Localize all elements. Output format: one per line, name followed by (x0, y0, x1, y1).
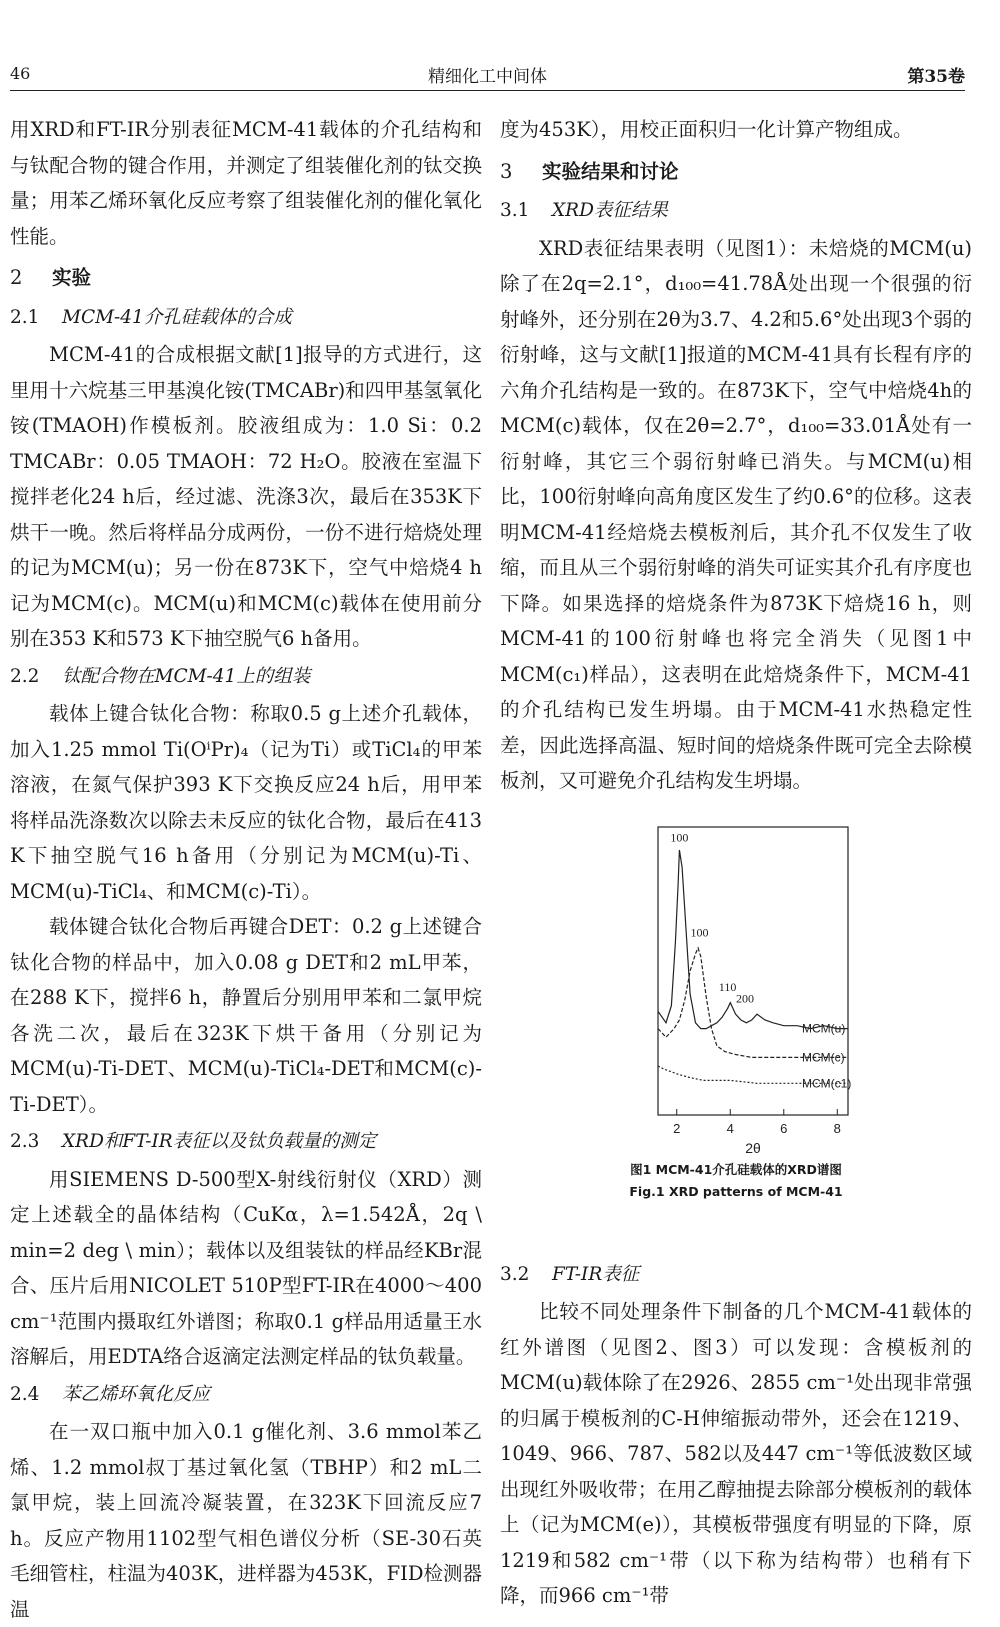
paragraph: 比较不同处理条件下制备的几个MCM-41载体的红外谱图（见图2、图3）可以发现：含模板剂的MCM(u)载体除了在2926、2855 cm⁻¹处出现非常强的归属于模板剂的C-H伸缩振动带外，还会在1219、1049、966、787、582以及447 cm⁻¹等低波数区域出现红外吸收带；在用乙醇抽提去除部分模板剂的载体上（记为MCM(e)），其模板带强度有明显的下降，原1219和582 cm⁻¹带（以下称为结构带）也稍有下降，而966 cm⁻¹带 (500, 1300, 972, 1607)
peak-annotation: 110 (718, 979, 737, 994)
section-number: 2.2 (10, 665, 40, 687)
figure-caption-cn: 图1 MCM-41介孔硅载体的XRD谱图 (630, 1161, 842, 1177)
plot-frame (658, 827, 848, 1115)
section-number: 2.3 (10, 1131, 40, 1152)
peak-annotation: 100 (690, 924, 709, 939)
right-column-bottom (500, 1257, 972, 1614)
paragraph: 用XRD和FT-IR分别表征MCM-41载体的介孔结构和与钛配合物的键合作用，并测定了组装催化剂的钛交换量；用苯乙烯环氧化反应考察了组装催化剂的催化氧化性能。 (10, 118, 482, 248)
page-number: 46 (10, 64, 31, 83)
right-column-top (500, 112, 972, 799)
section-title: MCM-41介孔硅载体的合成 (62, 306, 292, 328)
section-title: XRD表征结果 (552, 200, 668, 221)
section-heading (500, 193, 972, 229)
figure-1 (500, 819, 972, 1239)
paragraph: 在一双口瓶中加入0.1 g催化剂、3.6 mmol苯乙烯、1.2 mmol叔丁基过氧化氢（TBHP）和2 mL二氯甲烷，装上回流冷凝装置，在323K下回流反应7 h。反应产物用1102型气相色谱仪分析（SE-30石英毛细管柱，柱温为403K，进样器为453K，FID检测器温 (10, 1420, 482, 1621)
x-tick-label: 8 (833, 1120, 841, 1136)
section-number: 3 (500, 159, 513, 183)
paragraph: 度为453K），用校正面积归一化计算产物组成。 (500, 118, 913, 141)
section-heading (10, 659, 482, 695)
section-number: 3.1 (500, 200, 530, 221)
section-title: 实验结果和讨论 (542, 159, 679, 183)
section-heading (500, 1257, 972, 1293)
paragraph: XRD表征结果表明（见图1）：未焙烧的MCM(u)除了在2q=2.1°，d₁₀₀=41.78Å处出现一个很强的衍射峰外，还分别在2θ为3.7、4.2和5.6°处出现3个弱的衍射峰，这与文献[1]报道的MCM-41具有长程有序的六角介孔结构是一致的。在873K下，空气中焙烧4h的MCM(c)载体，仅在2θ=2.7°，d₁₀₀=33.01Å处有一衍射峰，其它三个弱衍射峰已消失。与MCM(u)相比，100衍射峰向高角度区发生了约0.6°的位移。这表明MCM-41经焙烧去模板剂后，其介孔不仅发生了收缩，而且从三个弱衍射峰的消失可证实其介孔有序度也下降。如果选择的焙烧条件为873K下焙烧16 h，则MCM-41的100衍射峰也将完全消失（见图1中MCM(c₁)样品），这表明在此焙烧条件下，MCM-41的介孔结构已发生坍塌。由于MCM-41水热稳定性差，因此选择高温、短时间的焙烧条件既可完全去除模板剂，又可避免介孔结构发生坍塌。 (500, 236, 972, 792)
series-label: MCM(u) (802, 1021, 846, 1036)
peak-annotation: 100 (670, 829, 689, 844)
section-number: 2 (10, 266, 23, 289)
section-heading (10, 1124, 482, 1160)
paragraph: 载体键合钛化合物后再键合DET：0.2 g上述键合钛化合物的样品中，加入0.08 g DET和2 mL甲苯，在288 K下，搅拌6 h，静置后分别用甲苯和二氯甲烷各洗二次，最后在323K下烘干备用（分别记为MCM(u)-Ti-DET、MCM(u)-TiCl₄-DET和MCM(c)-Ti-DET）。 (10, 915, 482, 1116)
paragraph: MCM-41的合成根据文献[1]报导的方式进行，这里用十六烷基三甲基溴化铵(TMCABr)和四甲基氢氧化铵(TMAOH)作模板剂。胶液组成为：1.0 Si：0.2 TMCABr：0.05 TMAOH：72 H₂O。胶液在室温下搅拌老化24 h后，经过滤、洗涤3次，最后在353K下烘干一晚。然后将样品分成两份，一份不进行焙烧处理的记为MCM(u)；另一份在873K下，空气中焙烧4 h记为MCM(c)。MCM(u)和MCM(c)载体在使用前分别在353 K和573 K下抽空脱气6 h备用。 (10, 343, 482, 650)
section-heading (500, 154, 972, 190)
x-tick-label: 2 (673, 1120, 681, 1136)
x-axis-label: 2θ (745, 1139, 761, 1156)
running-header (10, 62, 965, 91)
section-number: 3.2 (500, 1263, 530, 1285)
section-heading (10, 1377, 482, 1413)
series-label: MCM(c1) (802, 1075, 852, 1090)
section-title: 钛配合物在MCM-41上的组装 (62, 665, 311, 687)
peak-annotation: 200 (735, 991, 754, 1006)
left-column (10, 112, 482, 1627)
x-tick-label: 6 (780, 1120, 788, 1136)
volume-label: 第35卷 (907, 67, 965, 87)
right-column (500, 112, 972, 1614)
section-title: FT-IR表征 (552, 1263, 640, 1285)
paragraph: 用SIEMENS D-500型X-射线衍射仪（XRD）测定上述载全的晶体结构（CuKα，λ=1.542Å，2q \ min=2 deg \ min）；载体以及组装钛的样品经KBr混合、压片后用NICOLET 510P型FT-IR在4000～400 cm⁻¹范围内摄取红外谱图；称取0.1 g样品用适量王水溶解后，用EDTA络合返滴定法测定样品的钛负载量。 (10, 1167, 482, 1368)
section-title: XRD和FT-IR表征以及钛负载量的测定 (62, 1131, 377, 1152)
xrd-chart (586, 819, 886, 1159)
section-heading (10, 300, 482, 336)
section-title: 实验 (52, 266, 92, 289)
section-title: 苯乙烯环氧化反应 (62, 1383, 211, 1405)
section-number: 2.1 (10, 306, 40, 328)
section-heading (10, 260, 482, 296)
series-label: MCM(c) (802, 1049, 845, 1064)
journal-title: 精细化工中间体 (428, 67, 547, 87)
paragraph: 载体上键合钛化合物：称取0.5 g上述介孔载体，加入1.25 mmol Ti(OⁱPr)₄（记为Ti）或TiCl₄的甲苯溶液，在氮气保护393 K下交换反应24 h后，用甲苯将样品洗涤数次以除去未反应的钛化合物，最后在413 K下抽空脱气16 h备用（分别记为MCM(u)-Ti、MCM(u)-TiCl₄、和MCM(c)-Ti）。 (10, 702, 482, 903)
figure-caption-en: Fig.1 XRD patterns of MCM-41 (629, 1183, 843, 1199)
section-number: 2.4 (10, 1383, 40, 1405)
x-tick-label: 4 (726, 1120, 734, 1136)
